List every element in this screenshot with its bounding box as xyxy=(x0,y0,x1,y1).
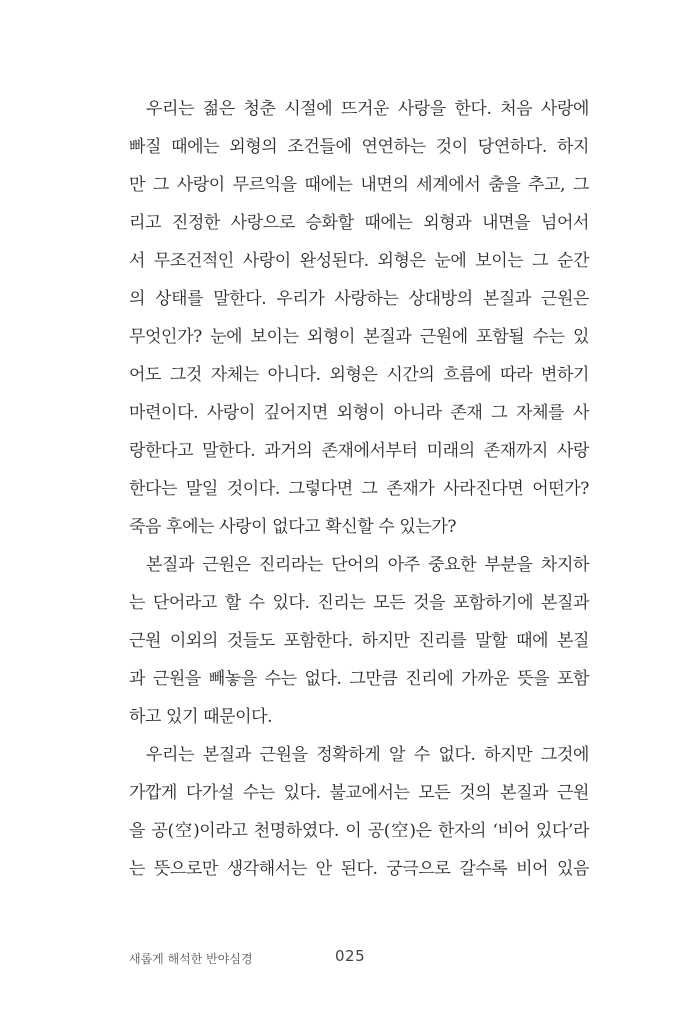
text-line: 가깝게 다가설 수는 있다. 불교에서는 모든 것의 본질과 근원 xyxy=(129,783,589,803)
text-line: 랑한다고 말한다. 과거의 존재에서부터 미래의 존재까지 사랑 xyxy=(129,441,589,461)
text-line: 본질과 근원은 진리라는 단어의 아주 중요한 부분을 차지하 xyxy=(146,555,589,575)
text-line: 우리는 젊은 청춘 시절에 뜨거운 사랑을 한다. 처음 사랑에 xyxy=(146,99,589,119)
text-line: 빠질 때에는 외형의 조건들에 연연하는 것이 당연하다. 하지 xyxy=(129,137,589,157)
text-line: 의 상태를 말한다. 우리가 사랑하는 상대방의 본질과 근원은 xyxy=(129,289,589,309)
text-line: 한다는 말일 것이다. 그렇다면 그 존재가 사라진다면 어떤가? xyxy=(129,479,589,499)
text-line: 리고 진정한 사랑으로 승화할 때에는 외형과 내면을 넘어서 xyxy=(129,213,589,233)
paragraph xyxy=(129,90,589,546)
text-line: 는 뜻으로만 생각해서는 안 된다. 궁극으로 갈수록 비어 있음 xyxy=(129,859,589,879)
text-line: 근원 이외의 것들도 포함한다. 하지만 진리를 말할 때에 본질 xyxy=(129,631,589,651)
running-title: 새롭게 해석한 반야심경 xyxy=(129,952,253,966)
text-line: 을 공(空)이라고 천명하였다. 이 공(空)은 한자의 ‘비어 있다’라 xyxy=(129,821,589,841)
text-line: 서 무조건적인 사랑이 완성된다. 외형은 눈에 보이는 그 순간 xyxy=(129,251,589,271)
text-line: 만 그 사랑이 무르익을 때에는 내면의 세계에서 춤을 추고, 그 xyxy=(129,175,589,195)
text-line: 우리는 본질과 근원을 정확하게 알 수 없다. 하지만 그것에 xyxy=(146,745,589,765)
text-line: 마련이다. 사랑이 깊어지면 외형이 아니라 존재 그 자체를 사 xyxy=(129,403,589,423)
text-line: 어도 그것 자체는 아니다. 외형은 시간의 흐름에 따라 변하기 xyxy=(129,365,589,385)
text-line: 하고 있기 때문이다. xyxy=(129,707,273,727)
page-footer xyxy=(0,947,691,971)
paragraph xyxy=(129,546,589,736)
text-line: 죽음 후에는 사랑이 없다고 확신할 수 있는가? xyxy=(129,517,457,537)
paragraph xyxy=(129,736,589,888)
text-line: 과 근원을 빼놓을 수는 없다. 그만큼 진리에 가까운 뜻을 포함 xyxy=(129,669,589,689)
text-line: 무엇인가? 눈에 보이는 외형이 본질과 근원에 포함될 수는 있 xyxy=(129,327,589,347)
page-number: 025 xyxy=(335,947,366,965)
body-text xyxy=(129,90,589,888)
text-line: 는 단어라고 할 수 있다. 진리는 모든 것을 포함하기에 본질과 xyxy=(129,593,589,613)
